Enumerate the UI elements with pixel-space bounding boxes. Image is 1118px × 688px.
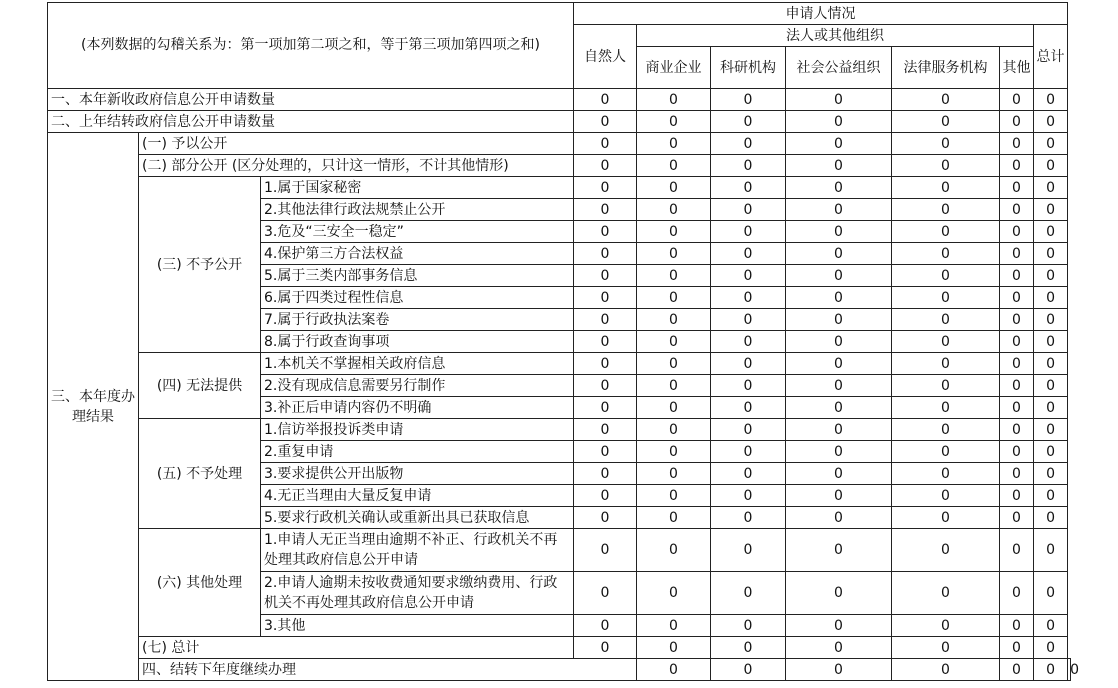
cell: 0 (574, 572, 637, 615)
cell: 0 (637, 133, 711, 155)
cell: 0 (637, 89, 711, 111)
table-caption: (本列数据的勾稽关系为：第一项加第二项之和，等于第三项加第四项之和) (48, 3, 574, 89)
cell: 0 (1034, 529, 1068, 572)
group-label: (四) 无法提供 (139, 353, 261, 419)
item-label: 4.保护第三方合法权益 (261, 243, 574, 265)
cell: 0 (1000, 133, 1034, 155)
cell: 0 (574, 133, 637, 155)
cell: 0 (1034, 507, 1068, 529)
cell: 0 (786, 155, 892, 177)
cell: 0 (786, 89, 892, 111)
item-label: 2.没有现成信息需要另行制作 (261, 375, 574, 397)
cell: 0 (637, 529, 711, 572)
group-label: (二) 部分公开 (区分处理的，只计这一情形，不计其他情形) (139, 155, 574, 177)
cell: 0 (1000, 659, 1034, 681)
cell: 0 (574, 615, 637, 637)
cell: 0 (1034, 485, 1068, 507)
cell: 0 (637, 637, 711, 659)
cell: 0 (786, 659, 892, 681)
cell: 0 (786, 331, 892, 353)
header-research: 科研机构 (711, 47, 786, 89)
cell: 0 (574, 309, 637, 331)
cell: 0 (574, 375, 637, 397)
cell: 0 (892, 111, 1000, 133)
cell: 0 (892, 221, 1000, 243)
cell: 0 (892, 89, 1000, 111)
cell: 0 (1068, 659, 1071, 681)
cell: 0 (574, 331, 637, 353)
cell: 0 (574, 221, 637, 243)
cell: 0 (1000, 287, 1034, 309)
group-label: (七) 总计 (139, 637, 574, 659)
cell: 0 (892, 353, 1000, 375)
cell: 0 (711, 243, 786, 265)
cell: 0 (892, 265, 1000, 287)
row-label: 二、上年结转政府信息公开申请数量 (48, 111, 574, 133)
cell: 0 (574, 243, 637, 265)
cell: 0 (1034, 89, 1068, 111)
cell: 0 (1000, 441, 1034, 463)
cell: 0 (892, 637, 1000, 659)
cell: 0 (892, 441, 1000, 463)
cell: 0 (711, 155, 786, 177)
cell: 0 (786, 309, 892, 331)
cell: 0 (1000, 199, 1034, 221)
cell: 0 (637, 243, 711, 265)
cell: 0 (1034, 309, 1068, 331)
cell: 0 (711, 111, 786, 133)
cell: 0 (711, 572, 786, 615)
cell: 0 (1000, 507, 1034, 529)
cell: 0 (892, 485, 1000, 507)
cell: 0 (892, 155, 1000, 177)
cell: 0 (1000, 485, 1034, 507)
cell: 0 (711, 397, 786, 419)
cell: 0 (1000, 243, 1034, 265)
cell: 0 (1000, 331, 1034, 353)
cell: 0 (637, 572, 711, 615)
cell: 0 (892, 287, 1000, 309)
cell: 0 (786, 199, 892, 221)
cell: 0 (892, 243, 1000, 265)
cell: 0 (711, 507, 786, 529)
item-label: 2.申请人逾期未按收费通知要求缴纳费用、行政机关不再处理其政府信息公开申请 (261, 572, 574, 615)
cell: 0 (711, 265, 786, 287)
cell: 0 (786, 353, 892, 375)
cell: 0 (637, 353, 711, 375)
header-total: 总计 (1034, 25, 1068, 89)
cell: 0 (1000, 637, 1034, 659)
cell: 0 (1000, 615, 1034, 637)
item-label: 1.属于国家秘密 (261, 177, 574, 199)
item-label: 5.属于三类内部事务信息 (261, 265, 574, 287)
cell: 0 (1034, 419, 1068, 441)
cell: 0 (574, 265, 637, 287)
cell: 0 (1034, 155, 1068, 177)
header-legal-person: 法人或其他组织 (637, 25, 1034, 47)
cell: 0 (1000, 89, 1034, 111)
cell: 0 (1000, 419, 1034, 441)
item-label: 7.属于行政执法案卷 (261, 309, 574, 331)
header-commercial: 商业企业 (637, 47, 711, 89)
cell: 0 (711, 177, 786, 199)
row-label: 一、本年新收政府信息公开申请数量 (48, 89, 574, 111)
cell: 0 (1034, 287, 1068, 309)
cell: 0 (1034, 397, 1068, 419)
cell: 0 (1000, 309, 1034, 331)
cell: 0 (786, 243, 892, 265)
item-label: 6.属于四类过程性信息 (261, 287, 574, 309)
cell: 0 (1000, 111, 1034, 133)
cell: 0 (637, 397, 711, 419)
cell: 0 (786, 111, 892, 133)
cell: 0 (786, 133, 892, 155)
item-label: 8.属于行政查询事项 (261, 331, 574, 353)
cell: 0 (892, 331, 1000, 353)
cell: 0 (1034, 177, 1068, 199)
cell: 0 (1034, 133, 1068, 155)
cell: 0 (786, 287, 892, 309)
cell: 0 (637, 221, 711, 243)
cell: 0 (711, 287, 786, 309)
cell: 0 (637, 199, 711, 221)
item-label: 3.补正后申请内容仍不明确 (261, 397, 574, 419)
cell: 0 (574, 89, 637, 111)
cell: 0 (574, 419, 637, 441)
cell: 0 (1000, 529, 1034, 572)
cell: 0 (892, 615, 1000, 637)
cell: 0 (637, 331, 711, 353)
cell: 0 (1000, 221, 1034, 243)
cell: 0 (892, 199, 1000, 221)
cell: 0 (574, 177, 637, 199)
cell: 0 (637, 463, 711, 485)
item-label: 1.本机关不掌握相关政府信息 (261, 353, 574, 375)
item-label: 4.无正当理由大量反复申请 (261, 485, 574, 507)
item-label: 1.申请人无正当理由逾期不补正、行政机关不再处理其政府信息公开申请 (261, 529, 574, 572)
cell: 0 (1034, 572, 1068, 615)
group-label: (六) 其他处理 (139, 529, 261, 637)
row-label: 四、结转下年度继续办理 (139, 659, 637, 681)
item-label: 3.其他 (261, 615, 574, 637)
item-label: 1.信访举报投诉类申请 (261, 419, 574, 441)
cell: 0 (1000, 265, 1034, 287)
cell: 0 (574, 199, 637, 221)
cell: 0 (574, 463, 637, 485)
cell: 0 (786, 419, 892, 441)
cell: 0 (637, 615, 711, 637)
cell: 0 (637, 177, 711, 199)
cell: 0 (637, 659, 711, 681)
cell: 0 (711, 353, 786, 375)
cell: 0 (574, 507, 637, 529)
cell: 0 (711, 615, 786, 637)
cell: 0 (786, 265, 892, 287)
cell: 0 (786, 177, 892, 199)
cell: 0 (786, 221, 892, 243)
cell: 0 (786, 529, 892, 572)
cell: 0 (892, 659, 1000, 681)
cell: 0 (1000, 397, 1034, 419)
cell: 0 (1034, 221, 1068, 243)
cell: 0 (892, 133, 1000, 155)
header-welfare: 社会公益组织 (786, 47, 892, 89)
cell: 0 (574, 441, 637, 463)
cell: 0 (637, 485, 711, 507)
cell: 0 (711, 463, 786, 485)
cell: 0 (1000, 155, 1034, 177)
cell: 0 (1034, 375, 1068, 397)
cell: 0 (1034, 463, 1068, 485)
cell: 0 (1000, 572, 1034, 615)
item-label: 2.重复申请 (261, 441, 574, 463)
cell: 0 (786, 637, 892, 659)
header-natural-person: 自然人 (574, 25, 637, 89)
cell: 0 (574, 155, 637, 177)
cell: 0 (1000, 353, 1034, 375)
cell: 0 (786, 507, 892, 529)
cell: 0 (711, 637, 786, 659)
item-label: 5.要求行政机关确认或重新出具已获取信息 (261, 507, 574, 529)
cell: 0 (711, 331, 786, 353)
cell: 0 (1000, 375, 1034, 397)
cell: 0 (637, 419, 711, 441)
group-label: (五) 不予处理 (139, 419, 261, 529)
cell: 0 (1034, 265, 1068, 287)
cell: 0 (574, 397, 637, 419)
cell: 0 (637, 507, 711, 529)
cell: 0 (1000, 177, 1034, 199)
cell: 0 (637, 155, 711, 177)
group-label: (三) 不予公开 (139, 177, 261, 353)
cell: 0 (711, 659, 786, 681)
cell: 0 (1034, 331, 1068, 353)
cell: 0 (786, 572, 892, 615)
cell: 0 (711, 133, 786, 155)
cell: 0 (786, 375, 892, 397)
cell: 0 (786, 441, 892, 463)
cell: 0 (574, 353, 637, 375)
cell: 0 (637, 287, 711, 309)
group-label: (一) 予以公开 (139, 133, 574, 155)
cell: 0 (711, 89, 786, 111)
cell: 0 (711, 529, 786, 572)
cell: 0 (711, 441, 786, 463)
cell: 0 (786, 485, 892, 507)
cell: 0 (1034, 243, 1068, 265)
cell: 0 (711, 221, 786, 243)
cell: 0 (574, 111, 637, 133)
header-other: 其他 (1000, 47, 1034, 89)
cell: 0 (637, 441, 711, 463)
item-label: 3.危及“三安全一稳定” (261, 221, 574, 243)
cell: 0 (711, 485, 786, 507)
cell: 0 (574, 287, 637, 309)
cell: 0 (711, 309, 786, 331)
cell: 0 (1034, 199, 1068, 221)
cell: 0 (637, 309, 711, 331)
cell: 0 (892, 419, 1000, 441)
cell: 0 (1034, 353, 1068, 375)
cell: 0 (637, 111, 711, 133)
cell: 0 (1034, 637, 1068, 659)
header-applicant: 申请人情况 (574, 3, 1068, 25)
cell: 0 (637, 375, 711, 397)
cell: 0 (574, 529, 637, 572)
statistics-table (47, 2, 1079, 681)
cell: 0 (786, 397, 892, 419)
cell: 0 (711, 419, 786, 441)
cell: 0 (786, 463, 892, 485)
cell: 0 (892, 463, 1000, 485)
cell: 0 (892, 375, 1000, 397)
cell: 0 (1034, 659, 1068, 681)
cell: 0 (892, 529, 1000, 572)
item-label: 3.要求提供公开出版物 (261, 463, 574, 485)
cell: 0 (892, 572, 1000, 615)
cell: 0 (892, 177, 1000, 199)
cell: 0 (892, 309, 1000, 331)
header-law: 法律服务机构 (892, 47, 1000, 89)
cell: 0 (1000, 463, 1034, 485)
section-3-label: 三、本年度办理结果 (48, 133, 139, 681)
cell: 0 (892, 507, 1000, 529)
cell: 0 (1034, 111, 1068, 133)
cell: 0 (711, 199, 786, 221)
item-label: 2.其他法律行政法规禁止公开 (261, 199, 574, 221)
cell: 0 (786, 615, 892, 637)
cell: 0 (574, 485, 637, 507)
cell: 0 (637, 265, 711, 287)
cell: 0 (1034, 441, 1068, 463)
cell: 0 (711, 375, 786, 397)
cell: 0 (574, 637, 637, 659)
cell: 0 (1034, 615, 1068, 637)
cell: 0 (892, 397, 1000, 419)
